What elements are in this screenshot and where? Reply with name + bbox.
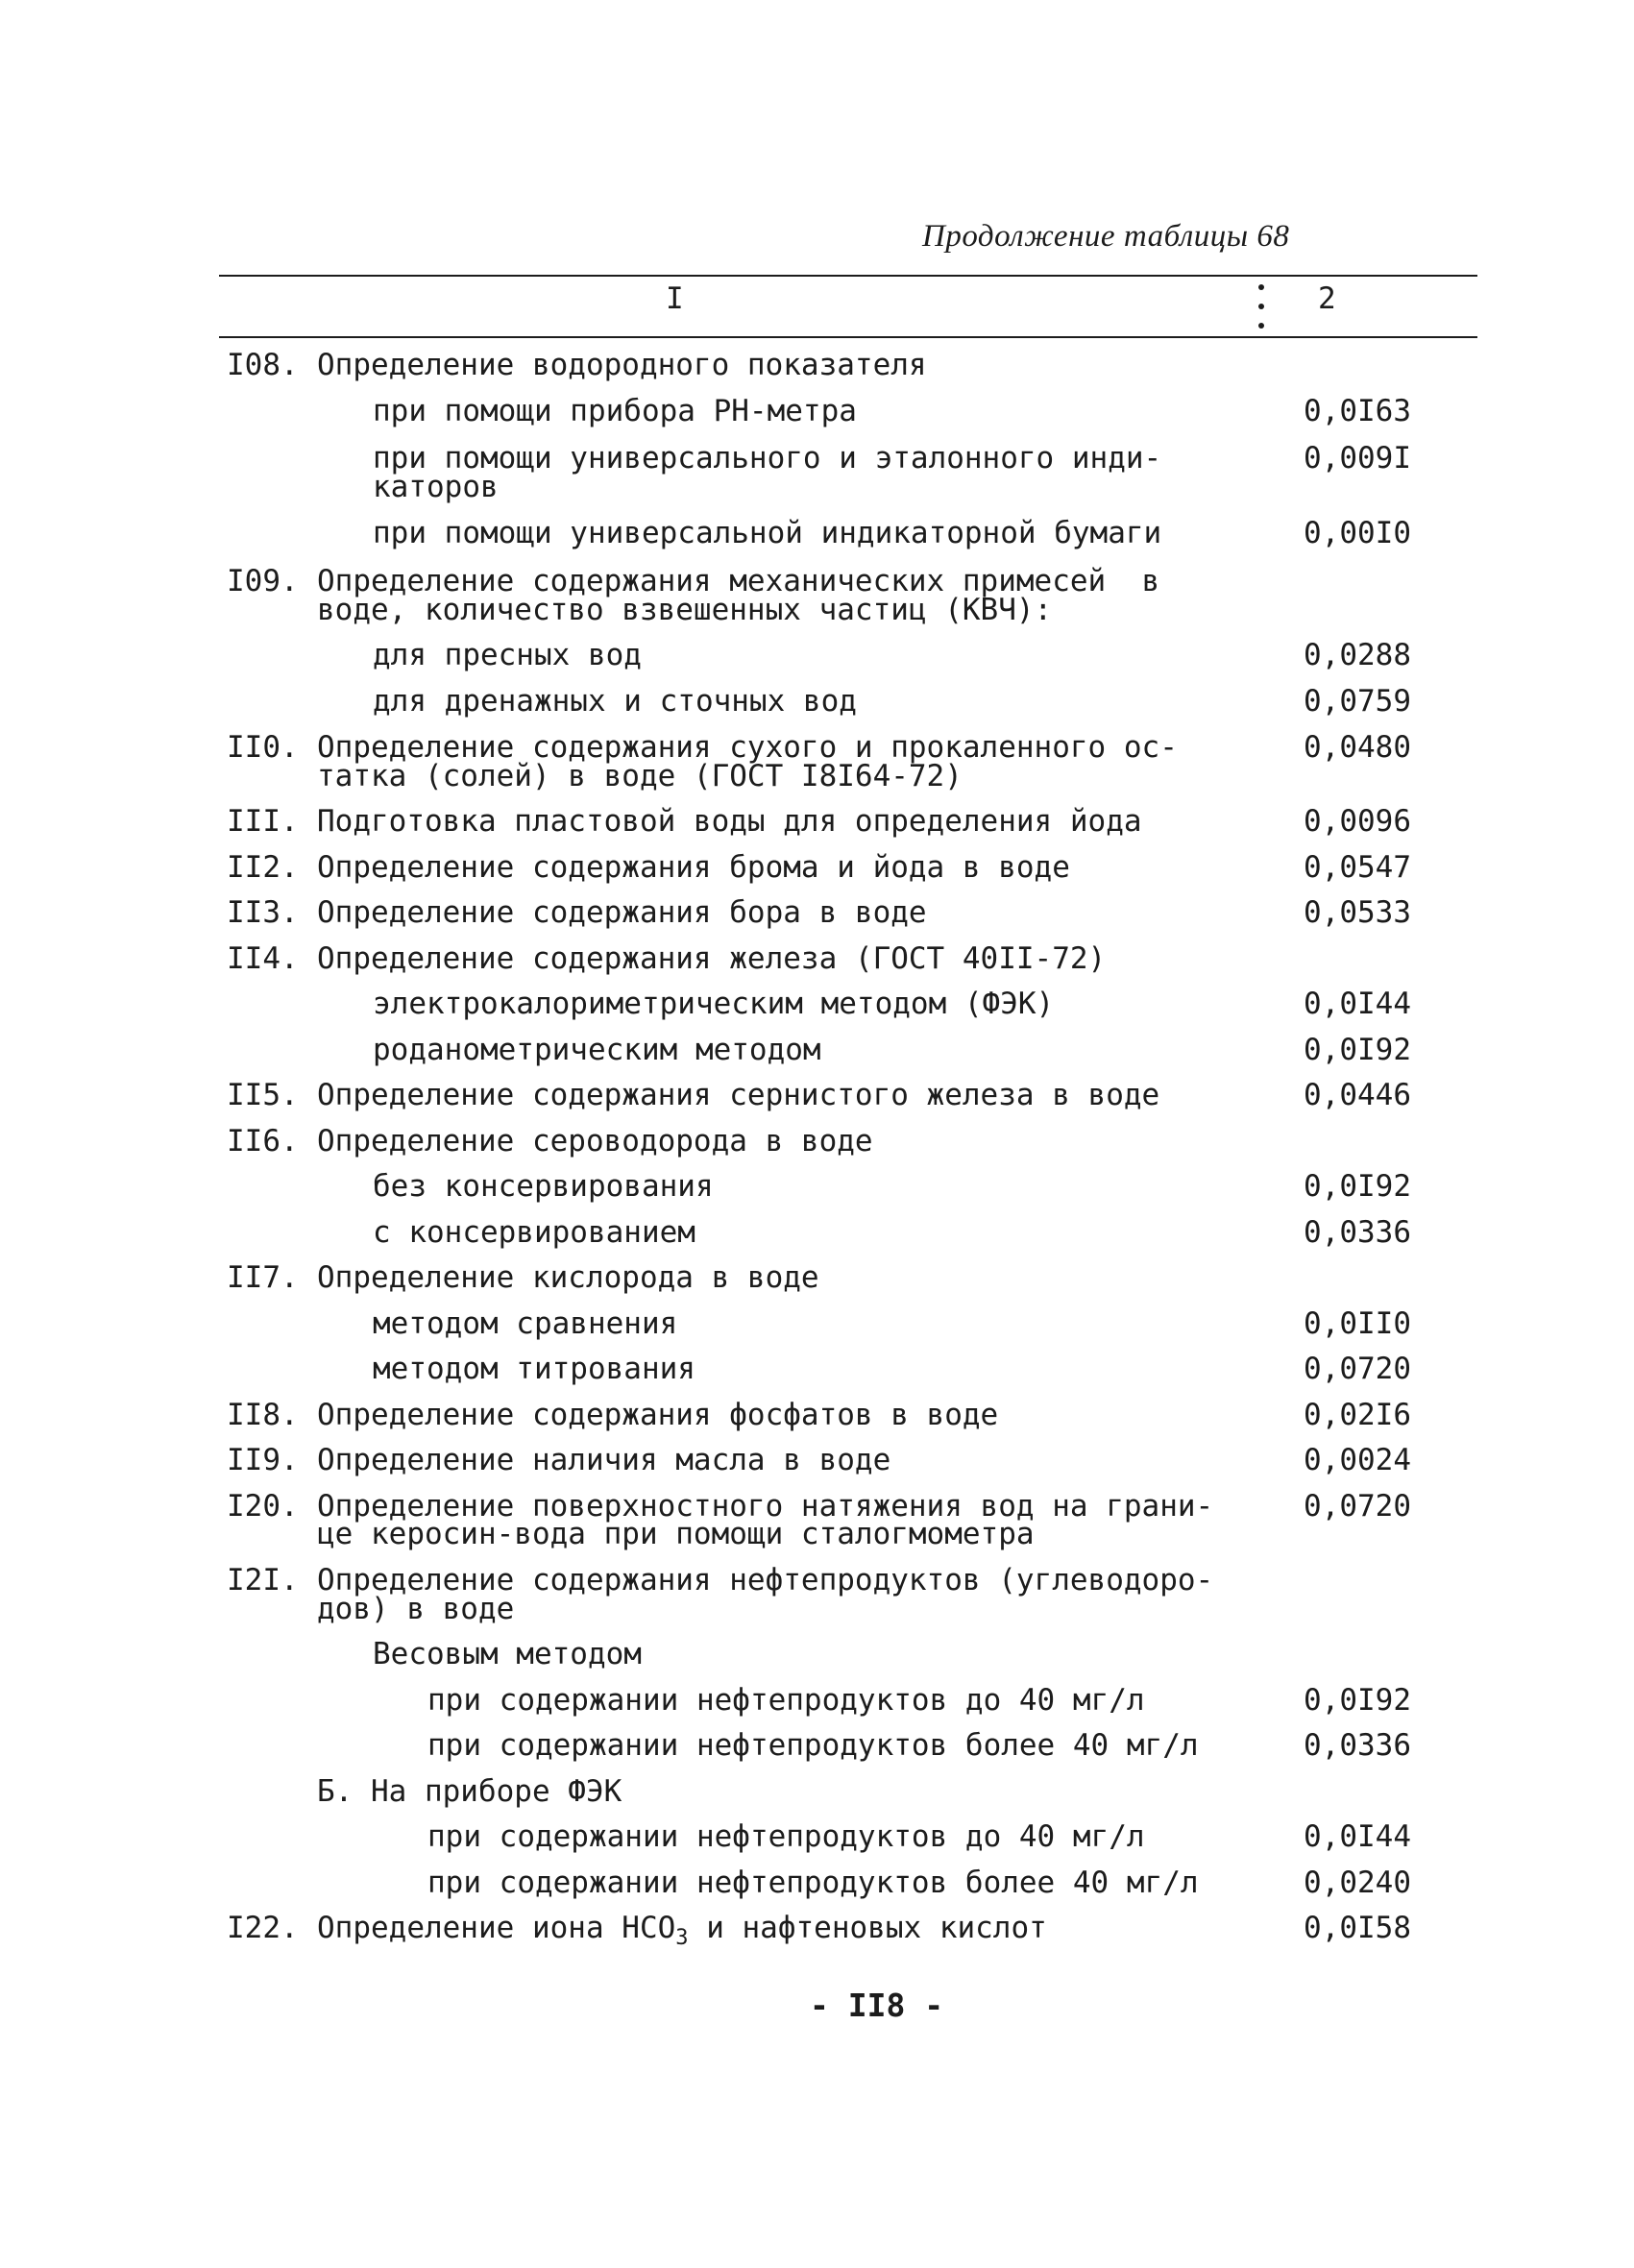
row-value: 0,009I (1304, 441, 1411, 476)
row-text: татка (солей) в воде (ГОСТ I8I64-72) (317, 759, 963, 793)
row-value: 0,0759 (1304, 684, 1411, 719)
row-number: II9. (227, 1443, 299, 1477)
row-number: II4. (227, 941, 299, 976)
row-text: Подготовка пластовой воды для определения йода (317, 804, 1142, 839)
header-bottom-rule (219, 336, 1477, 338)
row-text: Определение поверхностного натяжения вод на грани- (317, 1489, 1214, 1524)
row-text: при содержании нефтепродуктов до 40 мг/л (427, 1819, 1145, 1854)
row-text: при содержании нефтепродуктов до 40 мг/л (427, 1683, 1145, 1718)
row-text: электрокалориметрическим методом (ФЭК) (373, 987, 1055, 1021)
row-value: 0,0I44 (1304, 1819, 1411, 1854)
row-text: методом титрования (373, 1352, 695, 1386)
row-text: при содержании нефтепродуктов более 40 мг/л (427, 1866, 1199, 1900)
row-value: 0,0336 (1304, 1215, 1411, 1250)
row-value: 0,00I0 (1304, 516, 1411, 550)
row-text: Определение содержания сухого и прокаленного ос- (317, 730, 1178, 765)
row-text: Определение наличия масла в воде (317, 1443, 891, 1477)
table-caption: Продолжение таблицы 68 (922, 219, 1290, 254)
row-text: для пресных вод (373, 638, 642, 672)
row-text: без консервирования (373, 1169, 714, 1204)
row-value: 0,0446 (1304, 1078, 1411, 1112)
row-value: 0,0547 (1304, 850, 1411, 885)
row-text-main: Определение иона НСО (317, 1911, 676, 1945)
row-text: с консервированием (373, 1215, 695, 1250)
row-value: 0,0I58 (1304, 1911, 1411, 1945)
row-value: 0,0I63 (1304, 394, 1411, 428)
row-text: Определение содержания механических примесей в (317, 564, 1160, 598)
row-number: I2I. (227, 1563, 299, 1597)
row-text: Определение сероводорода в воде (317, 1124, 873, 1158)
row-number: II2. (227, 850, 299, 885)
row-number: II5. (227, 1078, 299, 1112)
row-text: Определение содержания железа (ГОСТ 40II-72) (317, 941, 1107, 976)
row-number: II3. (227, 895, 299, 930)
row-value: 0,0720 (1304, 1489, 1411, 1524)
row-text (317, 1911, 1047, 1953)
row-text: при помощи прибора РН-метра (373, 394, 857, 428)
row-number: I20. (227, 1489, 299, 1524)
row-text: при помощи универсальной индикаторной бумаги (373, 516, 1162, 550)
row-value: 0,02I6 (1304, 1398, 1411, 1432)
row-number: II6. (227, 1124, 299, 1158)
row-value: 0,0240 (1304, 1866, 1411, 1900)
column-header-1: I (666, 281, 684, 316)
row-value: 0,0720 (1304, 1352, 1411, 1386)
row-text: це керосин-вода при помощи сталогмометра (317, 1517, 1035, 1551)
row-text: воде, количество взвешенных частиц (КВЧ): (317, 593, 1053, 627)
row-text-after: и нафтеновых кислот (688, 1911, 1047, 1945)
row-text: при содержании нефтепродуктов более 40 мг/л (427, 1728, 1199, 1763)
row-number: I22. (227, 1911, 299, 1945)
row-number: II8. (227, 1398, 299, 1432)
row-text: Весовым методом (373, 1637, 642, 1671)
row-number: I09. (227, 564, 299, 598)
row-value: 0,0096 (1304, 804, 1411, 839)
page-number: - II8 - (810, 1987, 944, 2024)
row-text: роданометрическим методом (373, 1033, 821, 1067)
row-text: дов) в воде (317, 1592, 515, 1626)
row-text: Определение водородного показателя (317, 348, 927, 382)
row-text: Определение содержания бора в воде (317, 895, 927, 930)
row-text: для дренажных и сточных вод (373, 684, 857, 719)
row-text: Определение кислорода в воде (317, 1260, 819, 1295)
row-number: II0. (227, 730, 299, 765)
row-text: при помощи универсального и эталонного инди- (373, 441, 1162, 476)
row-value: 0,0288 (1304, 638, 1411, 672)
column-header-2: 2 (1318, 281, 1336, 316)
subscript-3: 3 (675, 1926, 689, 1951)
row-text: методом сравнения (373, 1306, 678, 1341)
row-value: 0,0I92 (1304, 1033, 1411, 1067)
row-value: 0,0I92 (1304, 1683, 1411, 1718)
row-text: Б. На приборе ФЭК (317, 1774, 622, 1809)
row-text: Определение содержания фосфатов в воде (317, 1398, 999, 1432)
row-value: 0,0I44 (1304, 987, 1411, 1021)
row-value: 0,0II0 (1304, 1306, 1411, 1341)
row-value: 0,0480 (1304, 730, 1411, 765)
row-value: 0,0533 (1304, 895, 1411, 930)
row-text: Определение содержания брома и йода в воде (317, 850, 1070, 885)
row-text: Определение содержания сернистого железа в воде (317, 1078, 1160, 1112)
row-text: Определение содержания нефтепродуктов (углеводоро- (317, 1563, 1214, 1597)
header-top-rule (219, 275, 1477, 277)
row-text: каторов (373, 470, 499, 504)
row-value: 0,0336 (1304, 1728, 1411, 1763)
row-number: I08. (227, 348, 299, 382)
row-value: 0,0024 (1304, 1443, 1411, 1477)
row-number: II7. (227, 1260, 299, 1295)
row-value: 0,0I92 (1304, 1169, 1411, 1204)
column-separator (1257, 280, 1265, 334)
row-number: III. (227, 804, 299, 839)
